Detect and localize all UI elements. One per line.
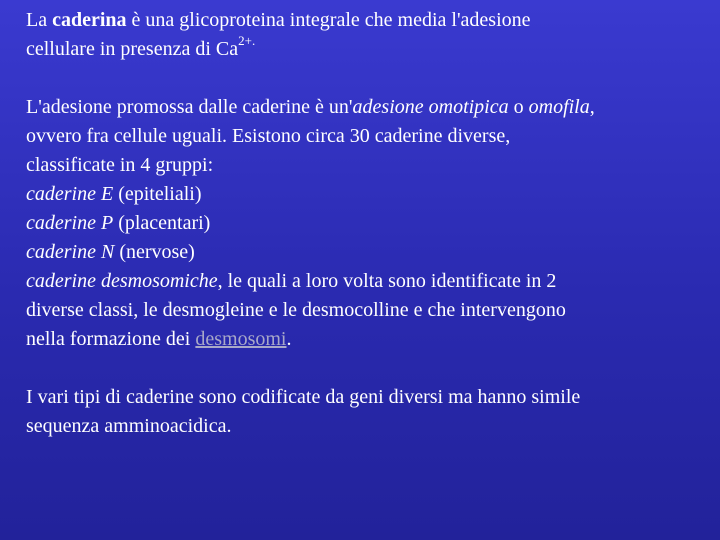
group-description: (epiteliali) [113,183,202,205]
text-run: L'adesione promossa dalle caderine è un' [26,96,353,118]
text-run: o [508,96,529,118]
text-run: . [286,328,292,350]
text-run: nella formazione dei [26,328,196,350]
text-line: ovvero fra cellule uguali. Esistono circa 30 caderine diverse, [26,125,511,147]
group-item-n [26,238,714,267]
group-description: (placentari) [113,212,211,234]
text-run: è una glicoproteina integrale che media l'adesione [126,9,531,31]
text-line: sequenza amminoacidica. [26,415,232,437]
term-adesione-omotipica: adesione omotipica [352,96,509,118]
text-line [26,325,714,354]
slide-content [26,6,714,441]
group-item-e [26,180,714,209]
paragraph-gap [26,354,714,383]
text-line: classificate in 4 gruppi: [26,154,214,176]
text-run: , [589,96,595,118]
group-name: caderine N [26,241,115,263]
group-description: (nervose) [114,241,195,263]
group-name: caderine E [26,183,114,205]
adhesion-paragraph [26,93,714,354]
text-run: cellulare in presenza di Ca [26,38,239,60]
text-line [26,93,714,122]
text-line [26,35,714,64]
group-item-desmosomiche [26,267,714,296]
calcium-charge-superscript: 2+. [238,33,256,48]
text-line: I vari tipi di caderine sono codificate da geni diversi ma hanno simile [26,386,581,408]
term-omofila: omofila [528,96,590,118]
group-item-p [26,209,714,238]
definition-paragraph [26,6,714,64]
paragraph-gap [26,64,714,93]
text-run: La [26,9,53,31]
genes-paragraph [26,383,714,441]
text-line: diverse classi, le desmogleine e le desmocolline e che intervengono [26,299,566,321]
desmosomi-link[interactable]: desmosomi [195,328,287,350]
text-line [26,6,714,35]
group-name: caderine P [26,212,114,234]
group-name: caderine desmosomiche [26,270,218,292]
group-description: , le quali a loro volta sono identificate in 2 [217,270,557,292]
term-caderina: caderina [52,9,127,31]
